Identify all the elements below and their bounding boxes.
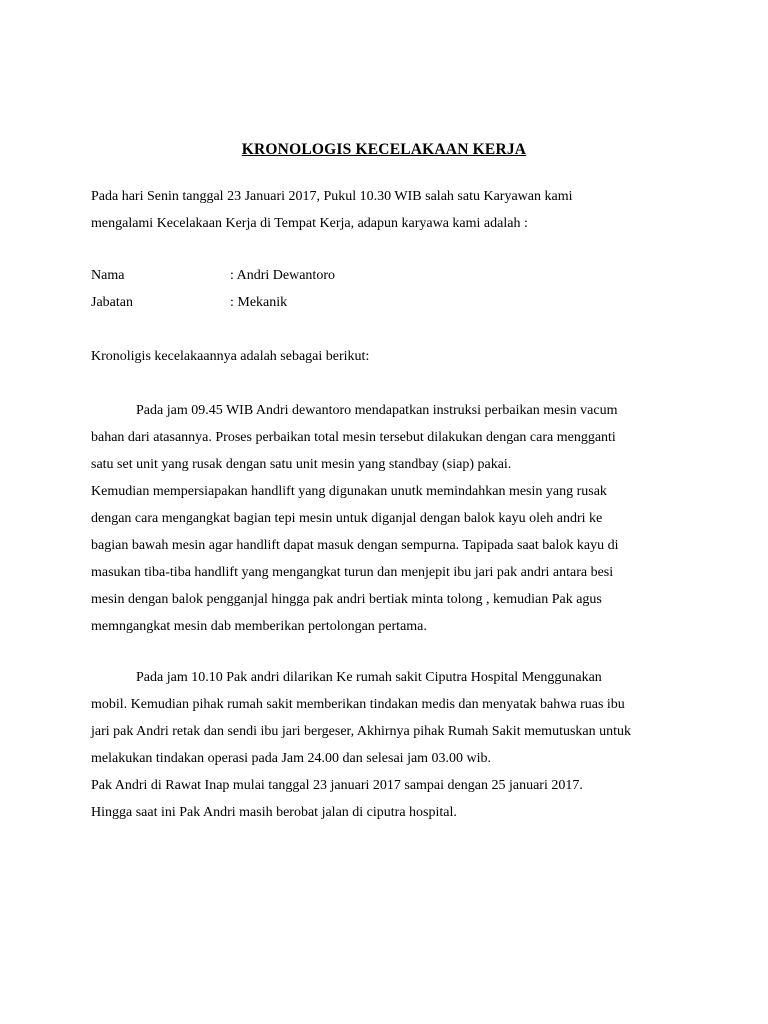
intro-line: Pada hari Senin tanggal 23 Januari 2017, Pukul 10.30 WIB salah satu Karyawan kami [91, 189, 573, 204]
document-title: KRONOLOGIS KECELAKAAN KERJA [241, 141, 527, 158]
paragraph-line: memngangkat mesin dab memberikan pertolongan pertama. [91, 619, 427, 634]
paragraph-line: Kemudian mempersiapakan handlift yang digunakan unutk memindahkan mesin yang rusak [91, 484, 607, 499]
field-label: Nama [91, 268, 125, 283]
paragraph-line: mesin dengan balok pengganjal hingga pak andri bertiak minta tolong , kemudian Pak agus [91, 592, 602, 607]
paragraph-line: satu set unit yang rusak dengan satu unit mesin yang standbay (siap) pakai. [91, 457, 512, 472]
chronology-heading: Kronoligis kecelakaannya adalah sebagai berikut: [91, 349, 370, 364]
field-value: : Mekanik [230, 295, 288, 310]
paragraph-line: bagian bawah mesin agar handlift dapat masuk dengan sempurna. Tapipada saat balok kayu di [91, 538, 619, 553]
paragraph-line: bahan dari atasannya. Proses perbaikan total mesin tersebut dilakukan dengan cara mengganti [91, 430, 616, 445]
paragraph-line: Pada jam 09.45 WIB Andri dewantoro mendapatkan instruksi perbaikan mesin vacum [136, 403, 618, 418]
paragraph-line: Hingga saat ini Pak Andri masih berobat jalan di ciputra hospital. [91, 805, 457, 820]
paragraph-line: mobil. Kemudian pihak rumah sakit memberikan tindakan medis dan menyatak bahwa ruas ibu [91, 697, 625, 712]
field-value: : Andri Dewantoro [230, 268, 335, 283]
paragraph-line: melakukan tindakan operasi pada Jam 24.00 dan selesai jam 03.00 wib. [91, 751, 492, 766]
paragraph-line: Pak Andri di Rawat Inap mulai tanggal 23 januari 2017 sampai dengan 25 januari 2017. [91, 778, 583, 793]
paragraph-line: masukan tiba-tiba handlift yang mengangkat turun dan menjepit ibu jari pak andri antara besi [91, 565, 614, 580]
paragraph-line: Pada jam 10.10 Pak andri dilarikan Ke rumah sakit Ciputra Hospital Menggunakan [136, 670, 602, 685]
intro-line: mengalami Kecelakaan Kerja di Tempat Kerja, adapun karyawa kami adalah : [91, 216, 528, 231]
field-label: Jabatan [91, 295, 133, 310]
paragraph-line: jari pak Andri retak dan sendi ibu jari bergeser, Akhirnya pihak Rumah Sakit memutuskan untuk [91, 724, 632, 739]
paragraph-line: dengan cara mengangkat bagian tepi mesin untuk diganjal dengan balok kayu oleh andri ke [91, 511, 603, 526]
